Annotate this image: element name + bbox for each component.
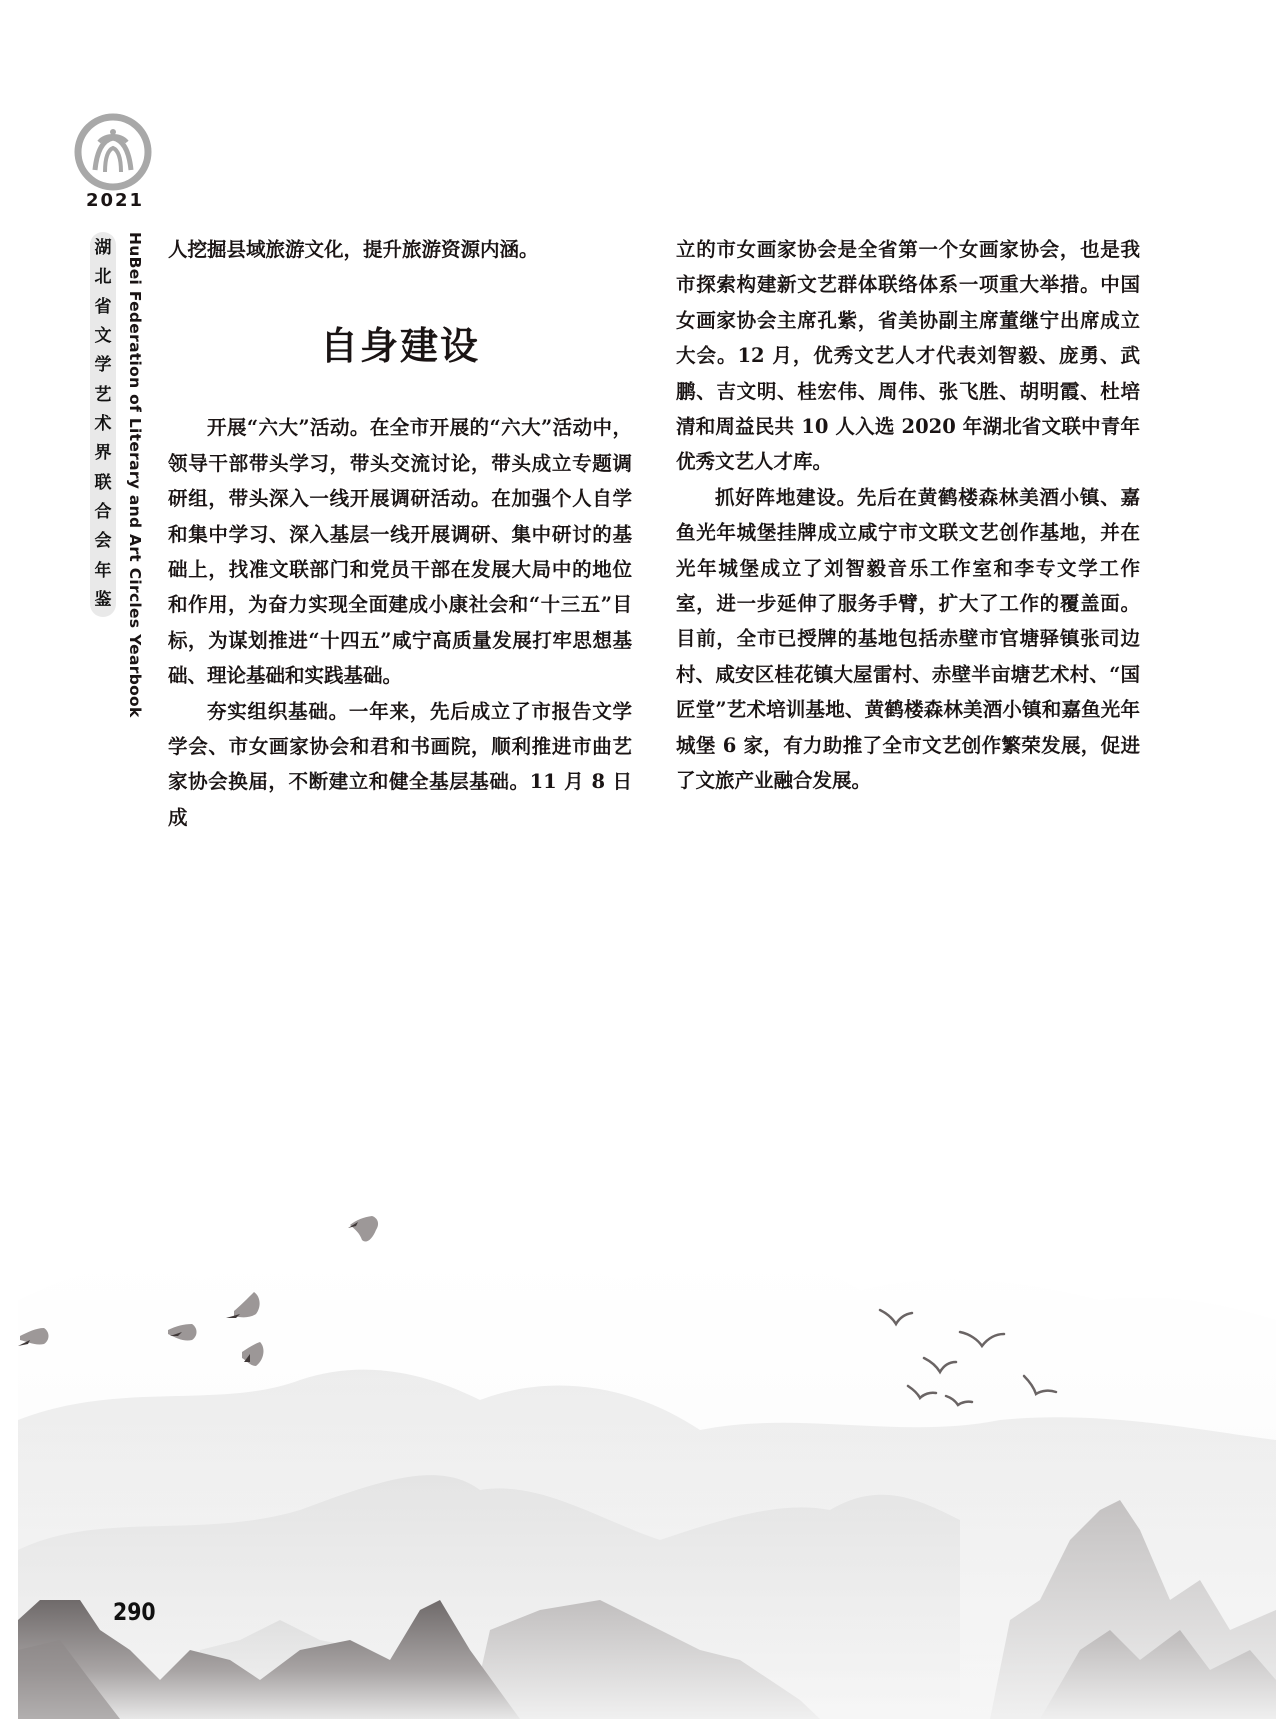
sidebar-char: 术	[94, 413, 112, 434]
ink-wash-landscape-illustration	[0, 1180, 1276, 1719]
section-title: 自身建设	[319, 324, 480, 369]
continuation-paragraph: 人挖掘县域旅游文化，提升旅游资源内涵。	[168, 238, 539, 261]
sidebar-char: 界	[94, 443, 112, 464]
body-paragraph: 立的市女画家协会是全省第一个女画家协会，也是我市探索构建新文艺群体联络体系一项重大举措。中国女画家协会主席孔紫，省美协副主席董继宁出席成立大会。12 月，优秀文艺人才代表刘智毅、庞勇、武鹏、吉文明、桂宏伟、周伟、张飞胜、胡明霞、杜培清和周益民共 10 人入选 2020 年湖北省文联中青年优秀文艺人才库。	[676, 238, 1140, 474]
sidebar-english-title	[124, 232, 146, 718]
body-paragraph: 抓好阵地建设。先后在黄鹤楼森林美酒小镇、嘉鱼光年城堡挂牌成立咸宁市文联文艺创作基地，并在光年城堡成立了刘智毅音乐工作室和李专文学工作室，进一步延伸了服务手臂，扩大了工作的覆盖面。目前，全市已授牌的基地包括赤壁市官塘驿镇张司边村、咸安区桂花镇大屋雷村、赤壁半亩塘艺术村、“国匠堂”艺术培训基地、黄鹤楼森林美酒小镇和嘉鱼光年城堡 6 家，有力助推了全市文艺创作繁荣发展，促进了文旅产业融合发展。	[676, 485, 1140, 793]
sidebar-char: 联	[94, 472, 112, 493]
sidebar-english-text: HuBei Federation of Literary and Art Circles Yearbook	[126, 232, 144, 718]
yearbook-year: 2021	[85, 190, 145, 211]
sidebar-char: 文	[94, 325, 112, 346]
right-column	[676, 232, 1140, 799]
sidebar-char: 湖	[94, 238, 112, 258]
sidebar-char: 年	[94, 560, 112, 581]
sidebar-char: 会	[94, 531, 112, 552]
sidebar-char: 艺	[94, 384, 112, 405]
sidebar-char: 学	[94, 355, 112, 376]
federation-emblem-icon	[73, 112, 153, 192]
left-column	[168, 232, 632, 835]
body-paragraph: 夯实组织基础。一年来，先后成立了市报告文学学会、市女画家协会和君和书画院，顺利推进市曲艺家协会换届，不断建立和健全基层基础。11 月 8 日成	[168, 699, 632, 829]
sidebar-char: 合	[94, 501, 112, 522]
sidebar-char: 省	[94, 296, 112, 317]
sidebar-chinese-title	[90, 232, 116, 617]
sidebar-char: 鉴	[94, 589, 112, 610]
body-paragraph: 开展“六大”活动。在全市开展的“六大”活动中，领导干部带头学习，带头交流讨论，带头成立专题调研组，带头深入一线开展调研活动。在加强个人自学和集中学习、深入基层一线开展调研、集中研讨的基础上，找准文联部门和党员干部在发展大局中的地位和作用，为奋力实现全面建成小康社会和“十三五”目标，为谋划推进“十四五”咸宁高质量发展打牢思想基础、理论基础和实践基础。	[168, 416, 632, 688]
sidebar-char: 北	[94, 267, 112, 288]
page-number: 290	[113, 1598, 156, 1626]
